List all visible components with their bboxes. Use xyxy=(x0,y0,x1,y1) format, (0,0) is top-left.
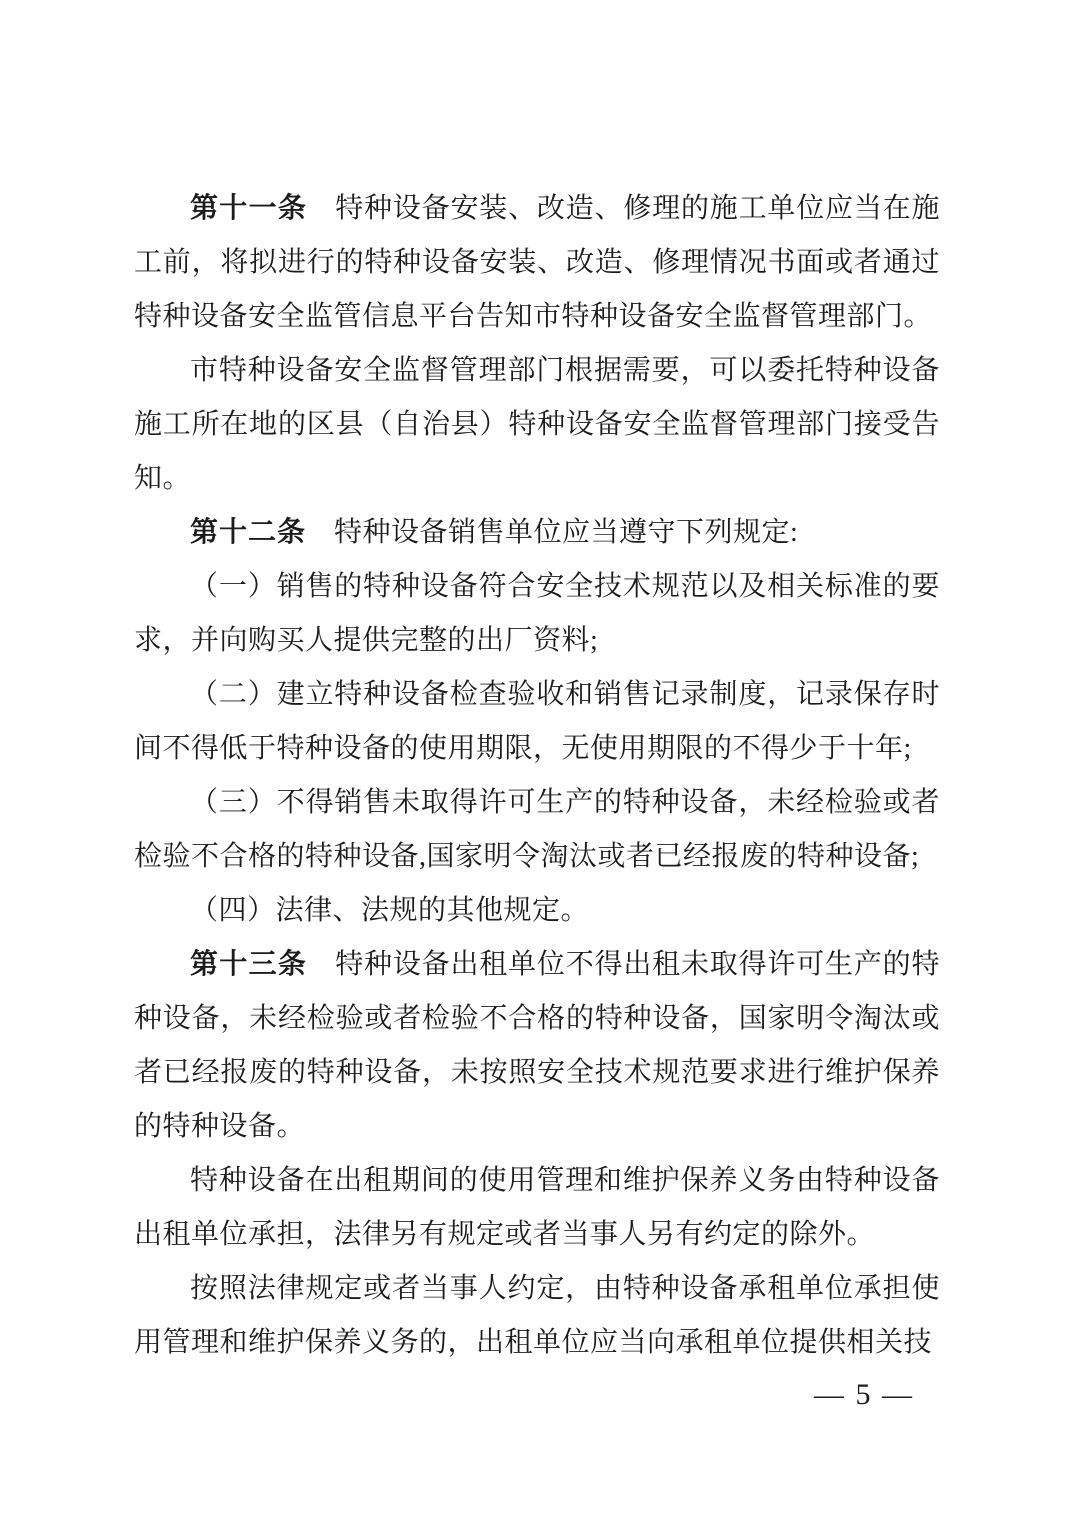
paragraph xyxy=(134,560,940,668)
paragraph xyxy=(134,776,940,884)
paragraph xyxy=(134,344,940,506)
paragraph xyxy=(134,668,940,776)
paragraph-text: （二）建立特种设备检查验收和销售记录制度，记录保存时间不得低于特种设备的使用期限，无使用期限的不得少于十年; xyxy=(134,679,940,764)
article-number-heading: 第十一条 xyxy=(190,193,308,224)
paragraph-text: （一）销售的特种设备符合安全技术规范以及相关标准的要求，并向购买人提供完整的出厂资料; xyxy=(134,571,940,656)
paragraph xyxy=(134,506,940,560)
paragraph-text: 特种设备安装、改造、修理的施工单位应当在施工前，将拟进行的特种设备安装、改造、修理情况书面或者通过特种设备安全监管信息平台告知市特种设备安全监督管理部门。 xyxy=(134,193,940,332)
paragraph xyxy=(134,884,940,938)
paragraph-text: 市特种设备安全监督管理部门根据需要，可以委托特种设备施工所在地的区县（自治县）特种设备安全监督管理部门接受告知。 xyxy=(134,355,940,494)
paragraph xyxy=(134,1262,940,1370)
paragraph xyxy=(134,938,940,1154)
article-number-heading: 第十三条 xyxy=(190,949,308,980)
paragraph-text: （三）不得销售未取得许可生产的特种设备，未经检验或者检验不合格的特种设备,国家明令淘汰或者已经报废的特种设备; xyxy=(134,787,940,872)
article-number-heading: 第十二条 xyxy=(190,517,307,548)
paragraph-text: 按照法律规定或者当事人约定，由特种设备承租单位承担使用管理和维护保养义务的，出租单位应当向承租单位提供相关技 xyxy=(134,1273,940,1358)
paragraph xyxy=(134,1154,940,1262)
paragraph-text: 特种设备在出租期间的使用管理和维护保养义务由特种设备出租单位承担，法律另有规定或者当事人另有约定的除外。 xyxy=(134,1165,940,1250)
paragraph-text: （四）法律、法规的其他规定。 xyxy=(190,895,590,926)
document-text-block xyxy=(134,182,940,1370)
paragraph-text: 特种设备销售单位应当遵守下列规定: xyxy=(334,517,799,548)
paragraph xyxy=(134,182,940,344)
page-number: — 5 — xyxy=(814,1378,914,1411)
paragraph-text: 特种设备出租单位不得出租未取得许可生产的特种设备，未经检验或者检验不合格的特种设备，国家明令淘汰或者已经报废的特种设备，未按照安全技术规范要求进行维护保养的特种设备。 xyxy=(134,949,940,1142)
